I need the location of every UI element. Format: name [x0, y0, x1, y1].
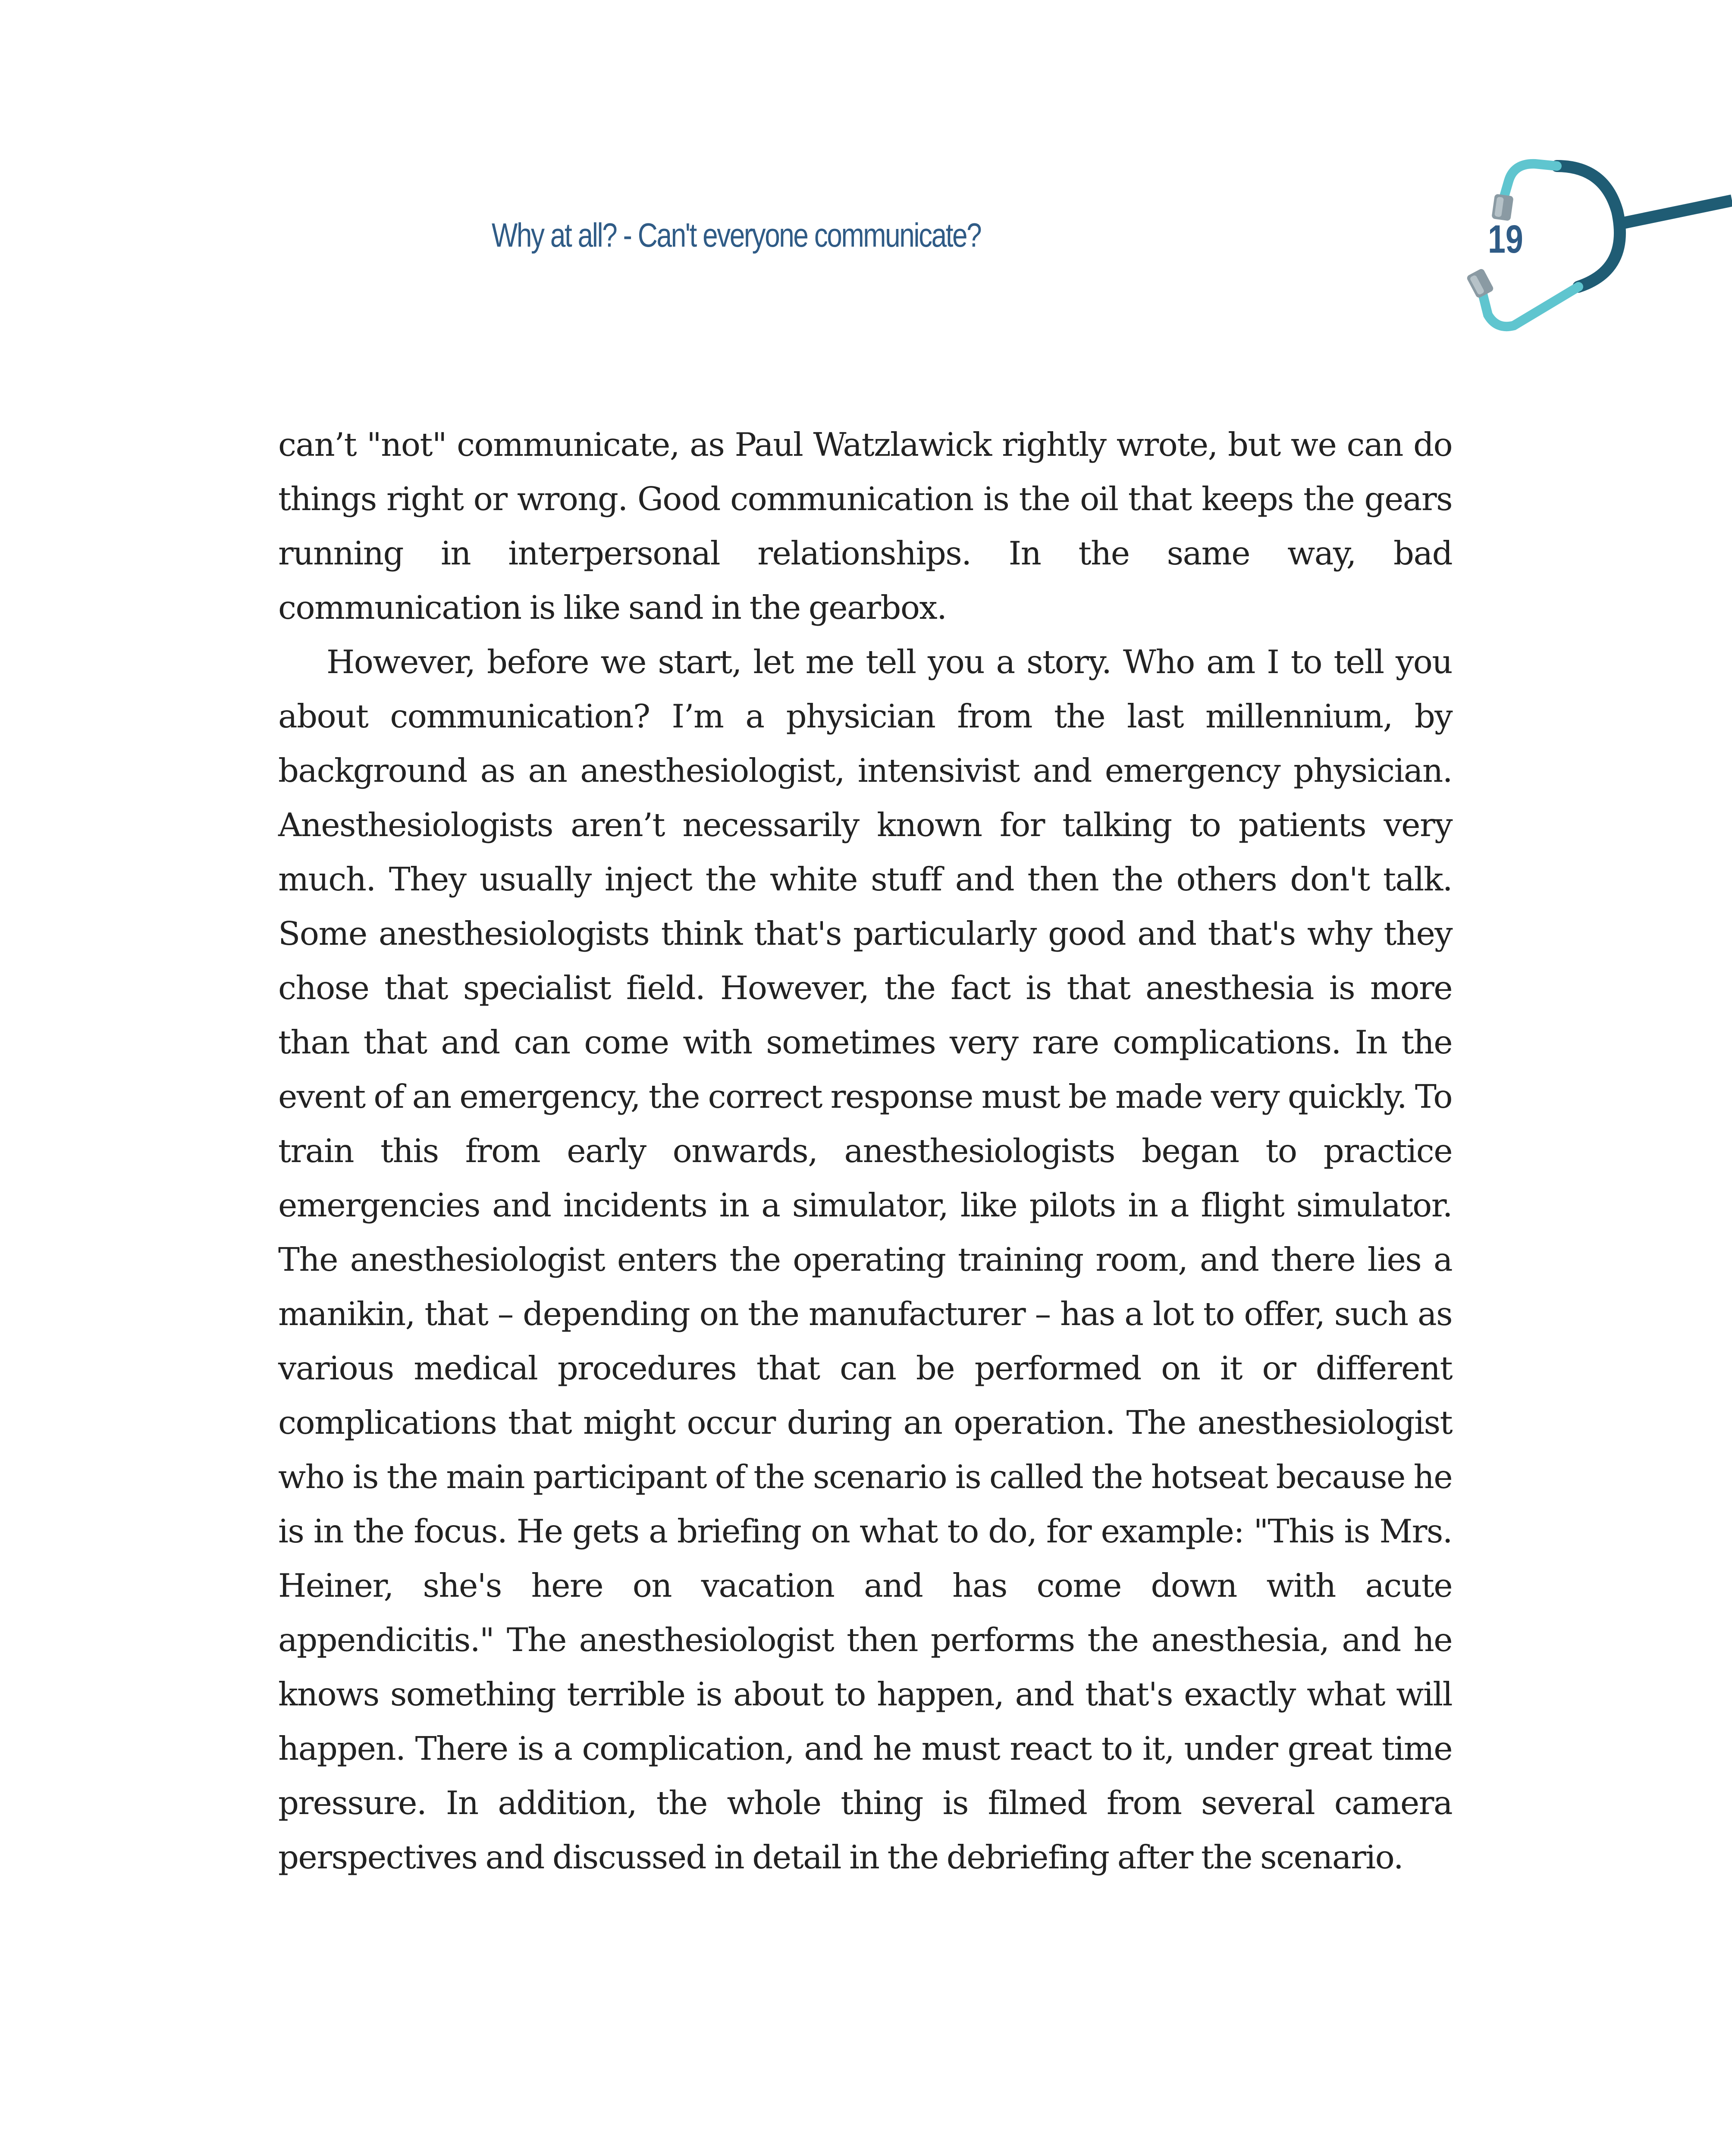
paragraph: can’t "not" communicate, as Paul Watzlawick rightly wrote, but we can do things right or wrong. Good communication is the oil that keeps the gears running in interpersonal relationships. In the same way, bad communication is like sand in the gearbox.	[278, 426, 1452, 627]
page-number: 19	[1488, 217, 1523, 261]
body-text	[278, 417, 1452, 1884]
running-head-title: Why at all? - Can't everyone communicate?	[492, 216, 981, 254]
paragraph: However, before we start, let me tell you a story. Who am I to tell you about communication? I’m a physician from the last millennium, by background as an anesthesiologist, intensivist and emergency physician. Anesthesiologists aren’t necessarily known for talking to patients very much. They usually inject the white stuff and then the others don't talk. Some anesthesiologists think that's particularly good and that's why they chose that specialist field. However, the fact is that anesthesia is more than that and can come with sometimes very rare complications. In the event of an emergency, the correct response must be made very quickly. To train this from early onwards, anesthesiologists began to practice emergencies and incidents in a simulator, like pilots in a flight simulator. The anesthesiologist enters the operating training room, and there lies a manikin, that – depending on the manufacturer – has a lot to offer, such as various medical procedures that can be performed on it or different complications that might occur during an operation. The anesthesiologist who is the main participant of the scenario is called the hotseat because he is in the focus. He gets a briefing on what to do, for example: "This is Mrs. Heiner, she's here on vacation and has come down with acute appendicitis." The anesthesiologist then performs the anesthesia, and he knows something terrible is about to happen, and that's exactly what will happen. There is a complication, and he must react to it, under great time pressure. In addition, the whole thing is filmed from several camera perspectives and discussed in detail in the debriefing after the scenario.	[278, 643, 1452, 1876]
stethoscope-icon	[1393, 147, 1732, 349]
